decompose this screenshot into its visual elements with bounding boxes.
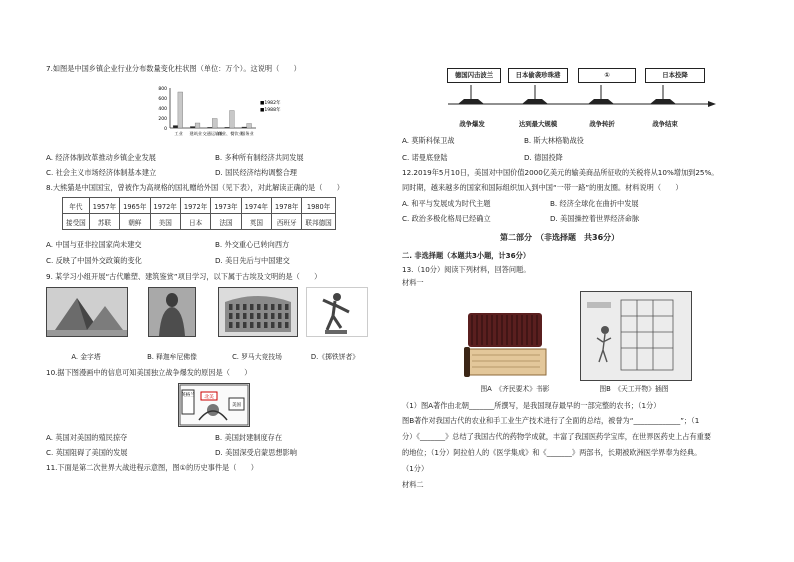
y-tick-label: 200	[158, 117, 167, 122]
bar-1988	[178, 92, 183, 128]
q12-option-b[interactable]: B. 经济全球化在曲折中发展	[550, 199, 639, 208]
q10-stem: 10.据下图漫画中的信息可知美国独立战争爆发的原因是（ ）	[46, 368, 252, 377]
q13-sub2-line1: 图B著作对我国古代的农业和手工业生产技术进行了全面的总结，被誉为“_____________”；（1	[402, 416, 700, 425]
x-category-label: 服务业	[241, 131, 254, 136]
x-category-label: 交通运输业	[202, 131, 224, 136]
timeline-label-1: 战争爆发	[459, 120, 485, 128]
table-cell: 接受国	[63, 214, 90, 230]
q11-option-b[interactable]: B. 斯大林格勒战役	[524, 136, 584, 145]
x-category-label: 商业、餐饮业	[217, 131, 243, 136]
material2-label: 材料二	[402, 480, 424, 489]
q11-option-c[interactable]: C. 诺曼底登陆	[402, 153, 448, 162]
q10-option-d[interactable]: D. 美国深受启蒙思想影响	[215, 448, 297, 457]
q8-option-d[interactable]: D. 美日先后与中国建交	[215, 256, 290, 265]
y-tick-label: 800	[158, 87, 167, 92]
q8-option-a[interactable]: A. 中国与亚非拉国家尚未建交	[46, 240, 142, 249]
table-cell: 朝鲜	[120, 214, 150, 230]
cartoon-label-england: 英格兰	[181, 393, 195, 398]
table-cell: 苏联	[89, 214, 119, 230]
timeline-label-2: 达到最大规模	[518, 120, 558, 128]
part2-title: 第二部分 （非选择题 共36分）	[500, 233, 620, 242]
table-cell: 西班牙	[272, 214, 302, 230]
cartoon-label-usa: 美国	[232, 403, 241, 408]
q8-table-row-years	[63, 198, 336, 214]
table-cell: 1980年	[302, 198, 335, 214]
table-cell: 1965年	[120, 198, 150, 214]
timeline-box-1: 德国闪击波兰	[447, 68, 501, 83]
tiangong-kaiwu-image	[580, 291, 692, 381]
table-cell: 1974年	[241, 198, 271, 214]
q11-stem: 11.下面是第二次世界大战进程示意图，图①的历史事件是（ ）	[46, 463, 258, 472]
buddha-statue-image	[148, 287, 196, 337]
q7-option-c[interactable]: C. 社会主义市场经济体制基本建立	[46, 168, 157, 177]
bar-1988	[195, 123, 200, 128]
x-category-label: 工业	[174, 131, 183, 136]
caption-figure-a: 图A 《齐民要术》书影	[480, 385, 550, 393]
y-tick-label: 400	[158, 107, 167, 112]
q9-option-c[interactable]: C. 罗马大竞技场	[232, 353, 282, 361]
y-tick-label: 0	[164, 127, 167, 132]
colosseum-image	[218, 287, 298, 337]
q10-option-a[interactable]: A. 英国对美国的殖民掠夺	[46, 433, 128, 442]
x-category-label: 建筑业	[189, 131, 203, 136]
q13-sub2-line3: 的地位；（1分）阿拉伯人的《医学集成》和《_______》两部书，长期被欧洲医学界奉为经典。	[402, 448, 702, 457]
bar-1982	[242, 127, 247, 128]
q11-option-d[interactable]: D. 德国投降	[524, 153, 563, 162]
q12-stem-line1: 12.2019年5月10日，美国对中国价值2000亿美元的输美商品所征收的关税将从10%增加到25%。	[402, 168, 719, 177]
cartoon-label-north-america: 北美	[204, 395, 214, 400]
q10-option-b[interactable]: B. 美国封建制度存在	[215, 433, 283, 442]
table-cell: 1972年	[150, 198, 180, 214]
discus-thrower-image	[306, 287, 368, 337]
q9-option-b[interactable]: B. 释迦牟尼佛像	[147, 353, 197, 361]
q8-stem: 8.大熊猫是中国国宝，曾被作为高规格的国礼赠给外国（见下表），对此解读正确的是（ ）	[46, 183, 344, 192]
q8-option-b[interactable]: B. 外交重心已转向西方	[215, 240, 290, 249]
q13-sub2-line4: （1分）	[402, 464, 429, 473]
timeline-arrow	[440, 84, 720, 114]
q7-bar-chart	[150, 84, 300, 142]
table-cell: 美国	[150, 214, 180, 230]
q12-option-a[interactable]: A. 和平与发展成为时代主题	[402, 199, 491, 208]
q10-option-c[interactable]: C. 英国阻碍了美国的发展	[46, 448, 128, 457]
timeline-box-2: 日本偷袭珍珠港	[508, 68, 568, 83]
q11-option-a[interactable]: A. 莫斯科保卫战	[402, 136, 455, 145]
part2-section-heading: 二. 非选择题（本题共3小题，计36分）	[402, 251, 531, 260]
table-cell: 法国	[211, 214, 241, 230]
q7-option-b[interactable]: B. 多种所有制经济共同发展	[215, 153, 304, 162]
table-cell: 联邦德国	[302, 214, 335, 230]
q13-stem: 13.（10分）阅读下列材料，回答问题。	[402, 265, 531, 274]
bar-1982	[190, 127, 195, 129]
legend-entry: ■1988年	[260, 108, 281, 113]
q12-option-d[interactable]: D. 美国操控着世界经济命脉	[550, 214, 640, 223]
material1-label: 材料一	[402, 278, 424, 287]
bar-1988	[212, 119, 217, 129]
q9-option-a[interactable]: A. 金字塔	[71, 353, 101, 361]
q7-option-d[interactable]: D. 国民经济结构调整合理	[215, 168, 297, 177]
q7-option-a[interactable]: A. 经济体制改革推动乡镇企业发展	[46, 153, 156, 162]
q9-option-d[interactable]: D.《掷铁饼者》	[310, 353, 360, 361]
q12-option-c[interactable]: C. 政治多极化格局已经确立	[402, 214, 491, 223]
table-cell: 年代	[63, 198, 90, 214]
legend-entry: ■1982年	[260, 101, 281, 106]
pyramid-image	[46, 287, 128, 337]
timeline-box-3: ①	[578, 68, 636, 83]
caption-figure-b: 图B 《天工开物》插图	[599, 385, 669, 393]
bar-1982	[225, 127, 230, 128]
timeline-label-3: 战争转折	[589, 120, 615, 128]
q9-stem: 9. 某学习小组开展“古代雕塑、建筑鉴赏”项目学习，以下属于古埃及文明的是（ ）	[46, 272, 322, 281]
timeline-label-4: 战争结束	[652, 120, 678, 128]
qimin-yaoshu-image	[462, 305, 548, 379]
q8-table-row-countries	[63, 214, 336, 230]
q8-option-c[interactable]: C. 反映了中国外交政策的变化	[46, 256, 142, 265]
q13-sub1: （1）图A著作由北朝_______所撰写，是我国现存最早的一部完整的农书；（1分）	[402, 401, 661, 410]
q13-sub2-line2: 分）《_______》总结了我国古代的药物学成就，丰富了我国医药学宝库，在世界医药史上占有重要	[402, 432, 712, 441]
q7-stem: 7.如图是中国乡镇企业行业分布数量变化柱状图（单位：万个）。这说明（ ）	[46, 64, 301, 73]
table-cell: 英国	[241, 214, 271, 230]
table-cell: 1973年	[211, 198, 241, 214]
q10-cartoon	[178, 383, 250, 427]
table-cell: 1957年	[89, 198, 119, 214]
bar-1982	[173, 126, 178, 129]
q8-table	[62, 197, 336, 230]
bar-1988	[230, 111, 235, 129]
table-cell: 1978年	[272, 198, 302, 214]
table-cell: 1972年	[180, 198, 210, 214]
q12-stem-line2: 同时期，越来越多的国家和国际组织加入到中国“一带一路”的朋友圈。材料说明（ ）	[402, 183, 683, 192]
bar-1982	[207, 127, 212, 128]
y-tick-label: 600	[158, 97, 167, 102]
bar-1988	[247, 124, 252, 129]
timeline-box-4: 日本投降	[645, 68, 705, 83]
table-cell: 日本	[180, 214, 210, 230]
